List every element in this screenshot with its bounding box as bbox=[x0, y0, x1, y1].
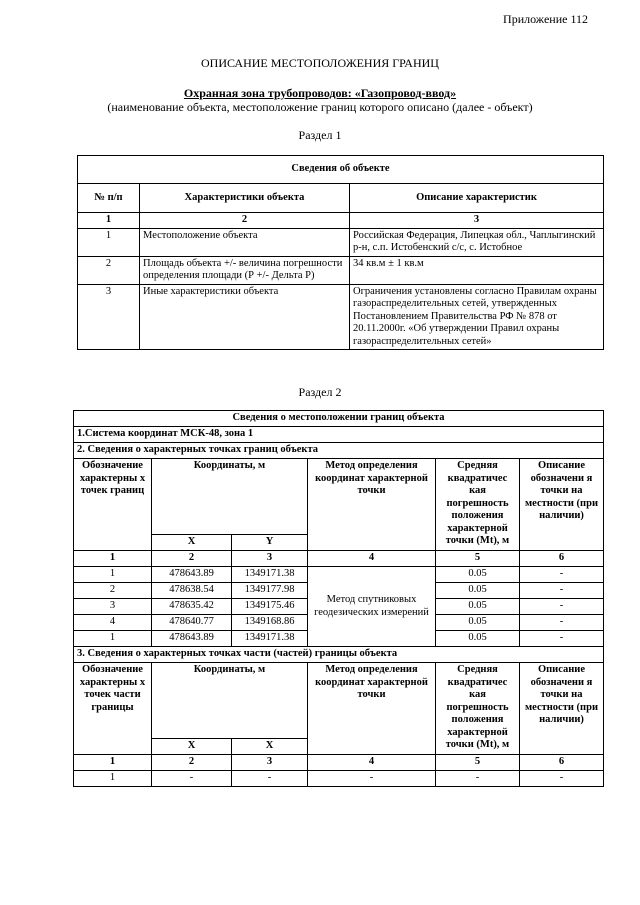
part1-col-number: 2 bbox=[152, 551, 232, 567]
part2-title: 3. Сведения о характерных точках части (частей) границы объекта bbox=[74, 647, 604, 663]
part1-col-numbers bbox=[74, 551, 604, 567]
point-error: 0.05 bbox=[436, 567, 520, 583]
col-header-characteristics: Характеристики объекта bbox=[140, 184, 350, 213]
point-y: 1349175.46 bbox=[232, 599, 308, 615]
part1-col-error: Средняя квадратичес кая погрешность положения характерной точки (Mt), м bbox=[436, 459, 520, 551]
part-point-cell: - bbox=[152, 771, 232, 787]
part1-col-x: X bbox=[152, 535, 232, 551]
row-description: Ограничения установлены согласно Правилам охраны газораспределительных сетей, утвержденных Постановлением Правительства РФ № 878 от 20.11.2000г. «Об утверждении Правил охраны газораспределительных сетей» bbox=[350, 284, 604, 350]
zone-title: Охранная зона трубопроводов: «Газопровод-ввод» bbox=[183, 86, 457, 100]
part-point-cell: 1 bbox=[74, 771, 152, 787]
point-desc: - bbox=[520, 599, 604, 615]
part2-col-desc: Описание обозначени я точки на местности (при наличии) bbox=[520, 663, 604, 755]
point-label: 1 bbox=[74, 567, 152, 583]
part-point-cell: - bbox=[308, 771, 436, 787]
point-desc: - bbox=[520, 583, 604, 599]
point-x: 478638.54 bbox=[152, 583, 232, 599]
part2-col-coords: Координаты, м bbox=[152, 663, 308, 739]
row-characteristic: Местоположение объекта bbox=[140, 228, 350, 256]
row-characteristic: Иные характеристики объекта bbox=[140, 284, 350, 350]
boundary-heading: Сведения о местоположении границ объекта bbox=[74, 411, 604, 427]
object-info-heading: Сведения об объекте bbox=[78, 156, 604, 184]
part2-col-points: Обозначение характерны х точек части границы bbox=[74, 663, 152, 755]
col-number-2: 2 bbox=[140, 213, 350, 229]
point-method: Метод спутниковых геодезических измерений bbox=[308, 567, 436, 647]
point-y: 1349171.38 bbox=[232, 567, 308, 583]
point-label: 4 bbox=[74, 615, 152, 631]
part1-col-number: 5 bbox=[436, 551, 520, 567]
part2-col-numbers bbox=[74, 755, 604, 771]
part1-col-desc: Описание обозначени я точки на местности (при наличии) bbox=[520, 459, 604, 551]
col-number-3: 3 bbox=[350, 213, 604, 229]
part1-col-number: 6 bbox=[520, 551, 604, 567]
col-number-1: 1 bbox=[78, 213, 140, 229]
part2-col-x: X bbox=[152, 739, 232, 755]
part1-col-points: Обозначение характерны х точек границ bbox=[74, 459, 152, 551]
part1-col-number: 4 bbox=[308, 551, 436, 567]
table-row bbox=[78, 284, 604, 350]
point-x: 478643.89 bbox=[152, 631, 232, 647]
point-error: 0.05 bbox=[436, 583, 520, 599]
point-x: 478635.42 bbox=[152, 599, 232, 615]
row-description: 34 кв.м ± 1 кв.м bbox=[350, 256, 604, 284]
part2-col-number: 2 bbox=[152, 755, 232, 771]
part2-col-method: Метод определения координат характерной точки bbox=[308, 663, 436, 755]
point-desc: - bbox=[520, 567, 604, 583]
boundary-location-table bbox=[73, 410, 604, 787]
row-number: 1 bbox=[78, 228, 140, 256]
table-row bbox=[78, 256, 604, 284]
coordinate-system: 1.Система координат МСК-48, зона 1 bbox=[74, 427, 604, 443]
zone-subtitle: (наименование объекта, местоположение границ которого описано (далее - объект) bbox=[107, 100, 533, 114]
row-number: 2 bbox=[78, 256, 140, 284]
col-header-number: № п/п bbox=[78, 184, 140, 213]
part1-col-y: Y bbox=[232, 535, 308, 551]
row-description: Российская Федерация, Липецкая обл., Чаплыгинский р-н, с.п. Истобенский с/с, с. Истобное bbox=[350, 228, 604, 256]
part2-col-number: 3 bbox=[232, 755, 308, 771]
point-x: 478643.89 bbox=[152, 567, 232, 583]
point-desc: - bbox=[520, 631, 604, 647]
part-point-cell: - bbox=[232, 771, 308, 787]
part1-col-coords: Координаты, м bbox=[152, 459, 308, 535]
part1-col-number: 3 bbox=[232, 551, 308, 567]
point-error: 0.05 bbox=[436, 631, 520, 647]
part2-col-number: 5 bbox=[436, 755, 520, 771]
part1-col-number: 1 bbox=[74, 551, 152, 567]
section-2-label: Раздел 2 bbox=[298, 385, 342, 399]
part-point-cell: - bbox=[520, 771, 604, 787]
point-y: 1349177.98 bbox=[232, 583, 308, 599]
section-1-label: Раздел 1 bbox=[298, 128, 342, 142]
point-x: 478640.77 bbox=[152, 615, 232, 631]
point-y: 1349171.38 bbox=[232, 631, 308, 647]
point-y: 1349168.86 bbox=[232, 615, 308, 631]
table-row bbox=[74, 771, 604, 787]
table-row bbox=[74, 567, 604, 583]
point-desc: - bbox=[520, 615, 604, 631]
appendix-label: Приложение 112 bbox=[503, 12, 588, 26]
part2-col-y: X bbox=[232, 739, 308, 755]
point-label: 3 bbox=[74, 599, 152, 615]
object-info-table bbox=[77, 155, 604, 350]
point-error: 0.05 bbox=[436, 599, 520, 615]
part-point-cell: - bbox=[436, 771, 520, 787]
part1-col-method: Метод определения координат характерной точки bbox=[308, 459, 436, 551]
part1-title: 2. Сведения о характерных точках границ объекта bbox=[74, 443, 604, 459]
row-number: 3 bbox=[78, 284, 140, 350]
part2-col-number: 6 bbox=[520, 755, 604, 771]
point-label: 2 bbox=[74, 583, 152, 599]
part2-col-error: Средняя квадратичес кая погрешность положения характерной точки (Mt), м bbox=[436, 663, 520, 755]
part2-col-number: 1 bbox=[74, 755, 152, 771]
table-row bbox=[78, 228, 604, 256]
point-error: 0.05 bbox=[436, 615, 520, 631]
part2-col-number: 4 bbox=[308, 755, 436, 771]
page-title: ОПИСАНИЕ МЕСТОПОЛОЖЕНИЯ ГРАНИЦ bbox=[201, 56, 439, 70]
point-label: 1 bbox=[74, 631, 152, 647]
col-header-description: Описание характеристик bbox=[350, 184, 604, 213]
row-characteristic: Площадь объекта +/- величина погрешности определения площади (Р +/- Дельта Р) bbox=[140, 256, 350, 284]
